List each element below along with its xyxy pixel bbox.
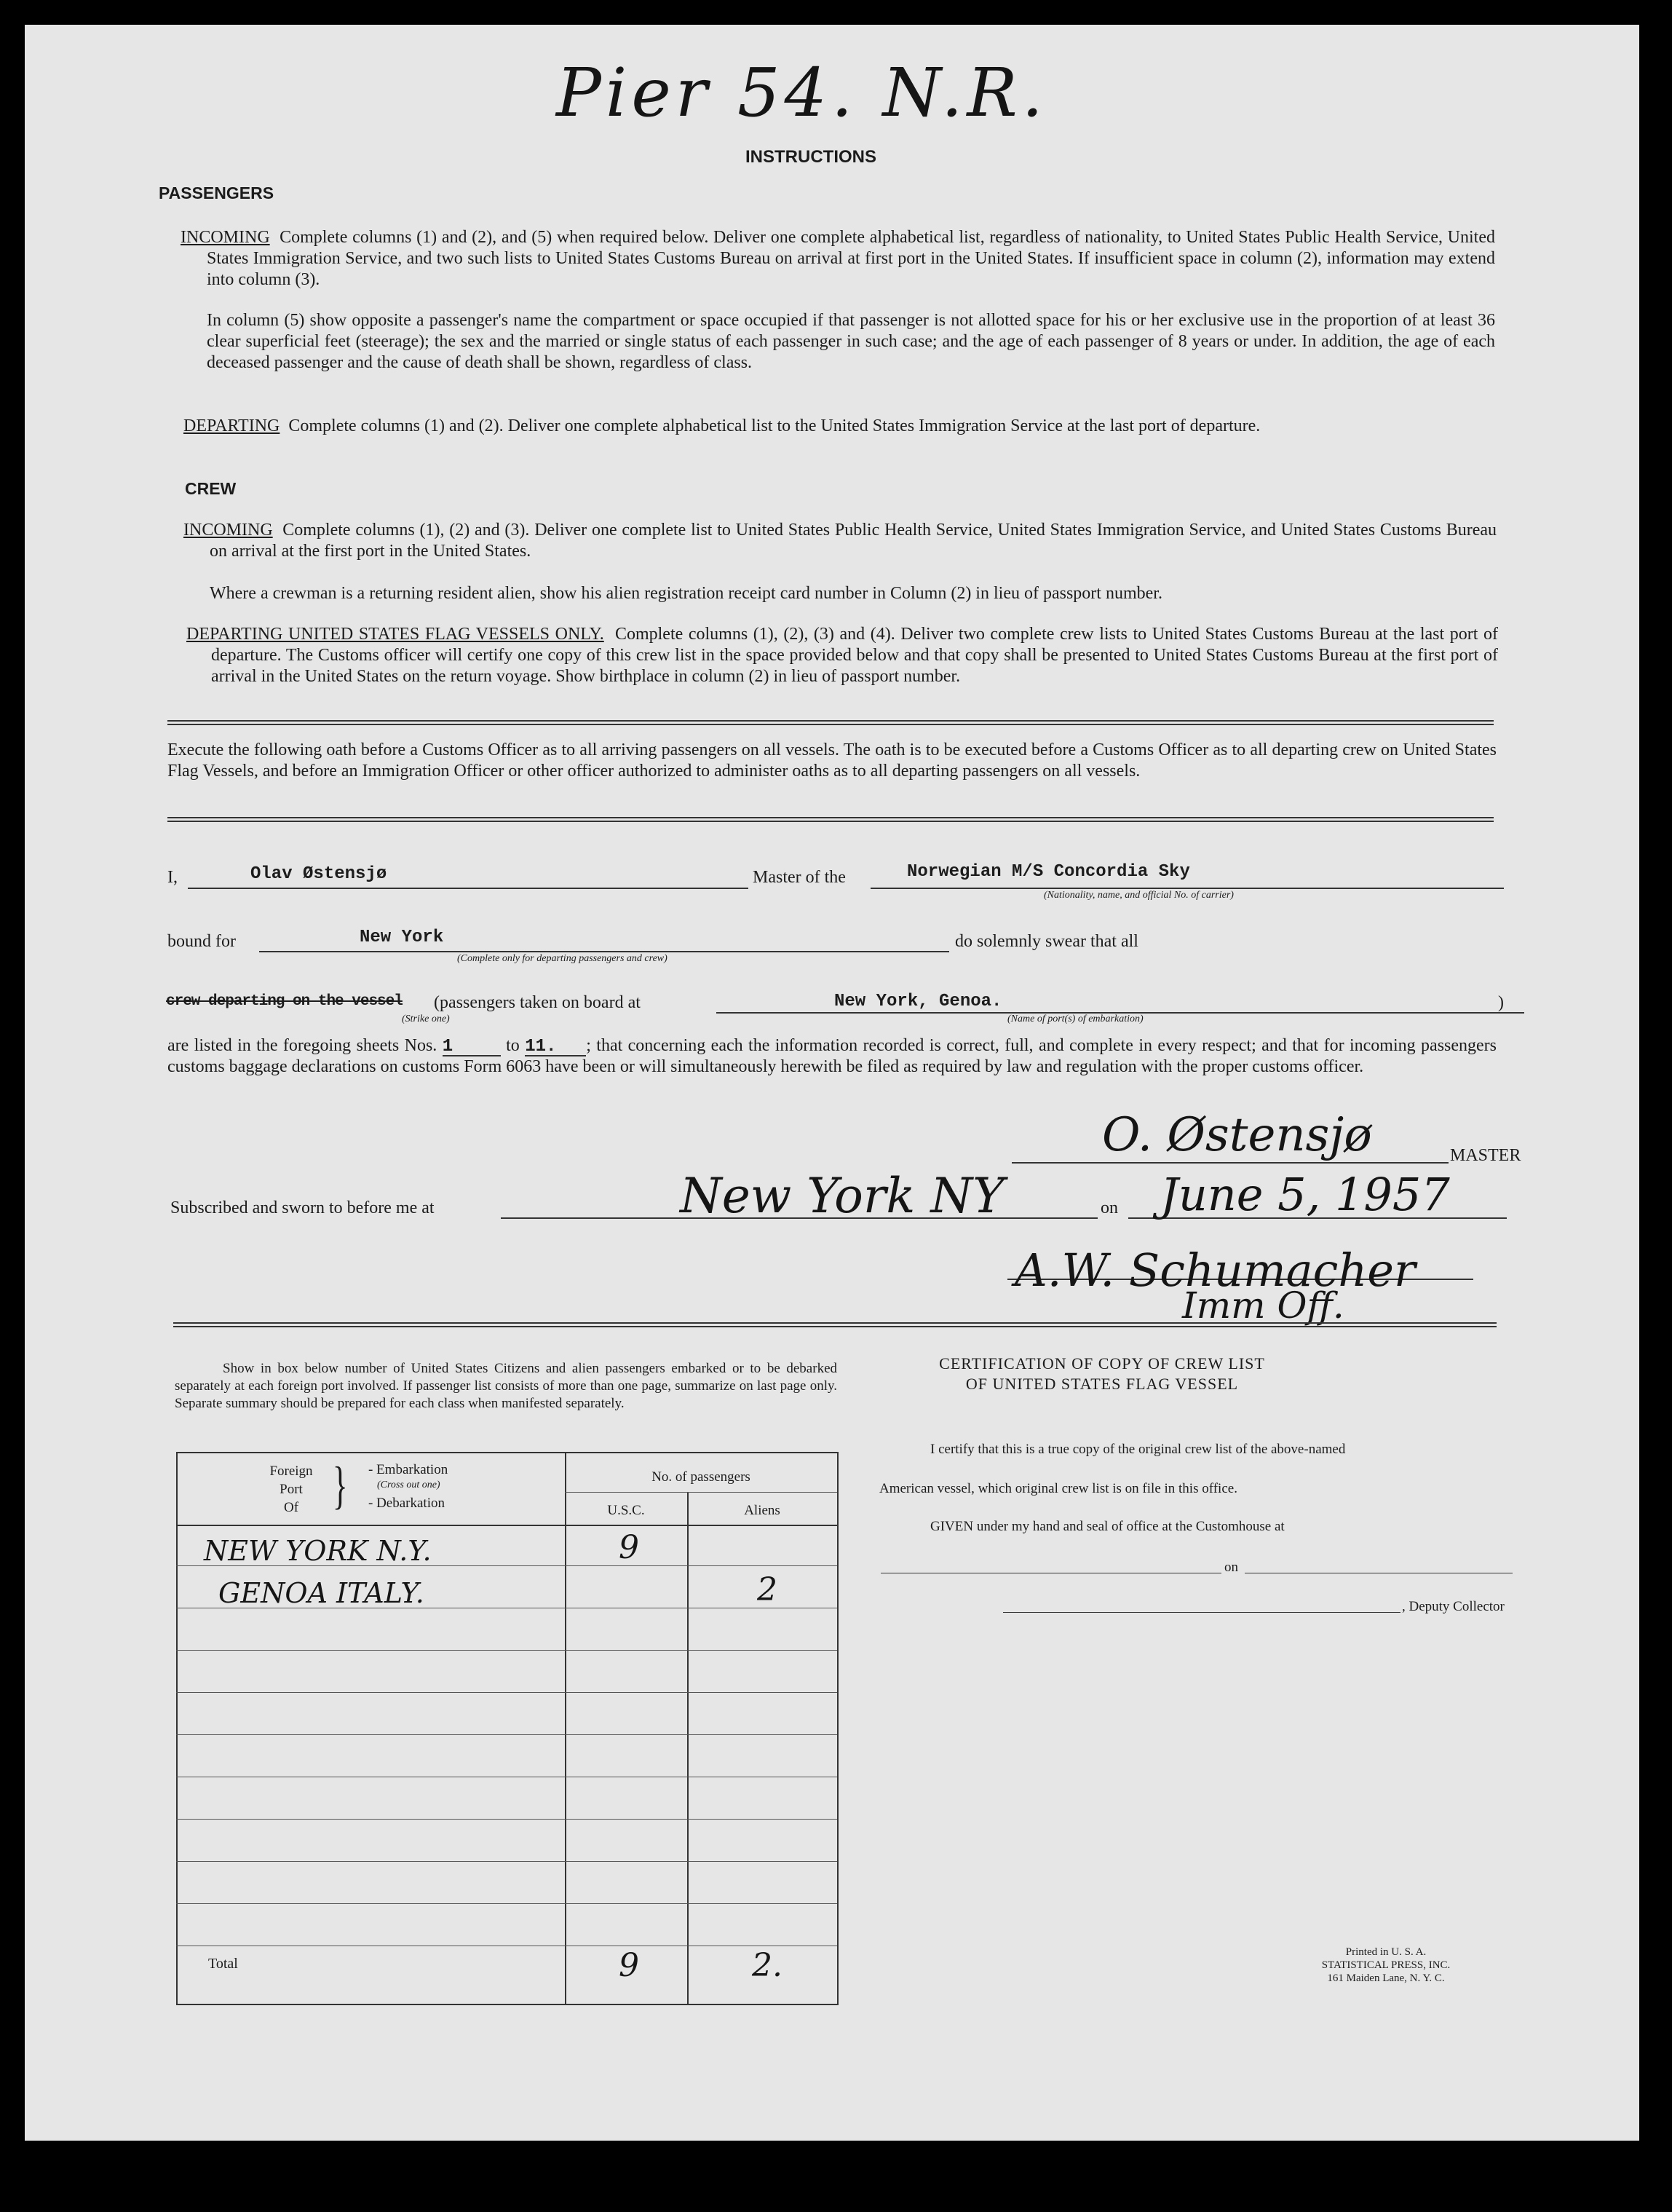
sworn-on-label: on (1101, 1198, 1118, 1217)
row-line-3 (176, 1650, 837, 1651)
foreign-port-of-label (262, 1462, 320, 1517)
divider-3 (173, 1322, 1497, 1327)
passengers-departing-label: DEPARTING (183, 416, 280, 435)
total-usc: 9 (619, 1947, 639, 1984)
swear-text: do solemnly swear that all (955, 932, 1138, 951)
row-port: GENOA ITALY. (218, 1577, 424, 1609)
master-name-line (188, 888, 748, 889)
crew-resident-para: Where a crewman is a returning resident alien, show his alien registration receipt card number in Column (2) in lieu of passport number. (210, 584, 1162, 603)
row-aliens: 2 (757, 1571, 777, 1608)
listed-para (167, 1035, 1497, 1078)
crew-heading: CREW (185, 479, 237, 498)
carrier-name: Norwegian M/S Concordia Sky (907, 862, 1190, 882)
table-row (218, 1577, 424, 1609)
strike-caption: (Strike one) (402, 1014, 450, 1024)
foreign-label: Foreign (269, 1464, 313, 1479)
row-line-8 (176, 1861, 837, 1862)
sworn-place: New York NY (680, 1168, 1005, 1224)
passengers-heading: PASSENGERS (159, 183, 274, 202)
row-line-9 (176, 1903, 837, 1904)
master-of-label: Master of the (753, 868, 846, 887)
printer-line-2: STATISTICAL PRESS, INC. (1321, 1959, 1451, 1971)
table-row (204, 1535, 432, 1567)
certification-title-1: CERTIFICATION OF COPY OF CREW LIST (939, 1354, 1265, 1372)
master-label: MASTER (1450, 1146, 1521, 1165)
passengers-incoming-label: INCOMING (181, 228, 270, 247)
crew-incoming-label: INCOMING (183, 521, 273, 540)
to-label: to (506, 1036, 520, 1055)
officer-signature: A.W. Schumacher (1015, 1244, 1416, 1297)
bracket-icon: } (332, 1456, 348, 1514)
table-divider-usc (687, 1492, 689, 2004)
cert-on-label: on (1224, 1560, 1238, 1575)
pier-handwriting: Pier 54. N.R. (556, 54, 1047, 132)
deputy-line (1003, 1612, 1400, 1613)
column5-para: In column (5) show opposite a passenger's name the compartment or space occupied if that passenger is not allotted space for his or her exclusive use in the proportion of at least 36 clear superficial feet (steerage); the sex and the married or single status of each passenger in such case; and the age of each passenger of 8 years or under. In addition, the age of each deceased passenger and the cause of death shall be shown, regardless of class. (207, 311, 1495, 372)
usc-header: U.S.C. (607, 1503, 645, 1518)
summary-instructions: Show in box below number of United States Citizens and alien passengers embarked or to be debarked separately at each foreign port involved. If passenger list consists of more than one page, summarize on last page only. Separate summary should be prepared for each class when manifested separately. (175, 1361, 837, 1411)
cross-out-label: (Cross out one) (377, 1480, 440, 1490)
deputy-collector-label: , Deputy Collector (1402, 1599, 1505, 1614)
row-line-5 (176, 1734, 837, 1735)
certify-text-1: I certify that this is a true copy of the original crew list of the above-named (930, 1442, 1346, 1457)
of-label: Of (283, 1500, 299, 1515)
row-line-7 (176, 1819, 837, 1820)
bound-for-value: New York (360, 928, 444, 947)
sheet-to: 11. (525, 1039, 586, 1056)
printer-imprint (1291, 1946, 1481, 1985)
oath-i-label: I, (167, 868, 178, 887)
certification-title-2: OF UNITED STATES FLAG VESSEL (965, 1375, 1239, 1393)
bound-for-line (259, 951, 949, 952)
bound-caption: (Complete only for departing passengers and crew) (457, 953, 667, 964)
crew-departing-label: DEPARTING UNITED STATES FLAG VESSELS ONLY. (186, 625, 604, 644)
sworn-date: June 5, 1957 (1160, 1168, 1450, 1221)
ports-caption: (Name of port(s) of embarkation) (1007, 1014, 1144, 1024)
debarkation-label: - Debarkation (368, 1496, 445, 1511)
crew-departing-text: Complete columns (1), (2), (3) and (4). Deliver two complete crew lists to United States Customs Bureau at the last port of departure. The Customs officer will certify one copy of this crew list in the space provided below and that copy shall be presented to United States Customs Bureau at the first port of arrival in the United States on the return voyage. Show birthplace in column (2) in lieu of passport number. (211, 625, 1498, 686)
aliens-header: Aliens (744, 1503, 780, 1518)
no-passengers-header: No. of passengers (651, 1469, 750, 1485)
listed-text-a: are listed in the foregoing sheets Nos. (167, 1036, 437, 1055)
table-divider-port (565, 1452, 566, 2004)
master-signature: O. Østensjø (1102, 1108, 1372, 1162)
total-label: Total (208, 1956, 238, 1972)
oath-instructions: Execute the following oath before a Customs Officer as to all arriving passengers on all vessels. The oath is to be executed before a Customs Officer as to all departing crew on United States Flag Vessels, and before an Immigration Officer or other officer authorized to administer oaths as to all departing passengers on all vessels. (167, 740, 1497, 781)
passengers-incoming-para (181, 227, 1495, 291)
carrier-caption: (Nationality, name, and official No. of carrier) (1044, 890, 1234, 901)
divider-2 (167, 817, 1494, 822)
sheet-from: 1 (443, 1039, 501, 1056)
subscribed-label: Subscribed and sworn to before me at (170, 1198, 435, 1217)
port-label: Port (280, 1482, 303, 1497)
instructions-title: INSTRUCTIONS (745, 147, 876, 167)
total-aliens: 2. (752, 1947, 782, 1984)
master-signature-line (1012, 1162, 1449, 1164)
passengers-departing-para (183, 416, 1495, 437)
master-name: Olav Østensjø (250, 864, 387, 884)
ports-value: New York, Genoa. (834, 992, 1002, 1011)
passengers-departing-text: Complete columns (1) and (2). Deliver one complete alphabetical list to the United States Immigration Service at the last port of departure. (288, 416, 1261, 435)
table-header-bottom-line (176, 1525, 837, 1526)
row-port: NEW YORK N.Y. (204, 1535, 432, 1567)
certify-text-2: American vessel, which original crew list is on file in this office. (879, 1481, 1237, 1496)
table-header-mid-line (565, 1492, 837, 1493)
given-text: GIVEN under my hand and seal of office at the Customhouse at (930, 1519, 1285, 1534)
row-line-4 (176, 1692, 837, 1693)
form-page (25, 25, 1639, 2141)
crew-incoming-para (183, 520, 1497, 562)
carrier-line (871, 888, 1504, 889)
crew-incoming-text: Complete columns (1), (2) and (3). Deliver one complete list to United States Public Health Service, United States Immigration Service, and United States Customs Bureau on arrival at the first port in the United States. (210, 521, 1497, 561)
ports-close-paren: ) (1498, 993, 1504, 1012)
passengers-taken-text: (passengers taken on board at (434, 993, 641, 1012)
printer-line-1: Printed in U. S. A. (1345, 1946, 1427, 1958)
bound-for-label: bound for (167, 932, 236, 951)
embarkation-label: - Embarkation (368, 1462, 448, 1477)
row-usc: 9 (619, 1529, 639, 1566)
officer-title: Imm Off. (1182, 1284, 1344, 1327)
divider-1 (167, 720, 1494, 725)
printer-line-3: 161 Maiden Lane, N. Y. C. (1327, 1972, 1445, 1984)
crew-departing-para (186, 624, 1498, 687)
struck-crew-text: crew departing on the vessel (166, 993, 403, 1010)
passengers-incoming-text: Complete columns (1) and (2), and (5) when required below. Deliver one complete alphabetical list, regardless of nationality, to United States Public Health Service, United States Immigration Service, and two such lists to United States Customs Bureau on arrival at first port in the United States. If insufficient space in column (2), information may extend into column (3). (207, 228, 1495, 289)
listed-text-b: ; that concerning each the information recorded is correct, full, and complete in every respect; and that for incoming passengers customs baggage declarations on customs Form 6063 have been or will simultaneously herewith be filed as required by law and regulation with the proper customs officer. (167, 1036, 1497, 1076)
